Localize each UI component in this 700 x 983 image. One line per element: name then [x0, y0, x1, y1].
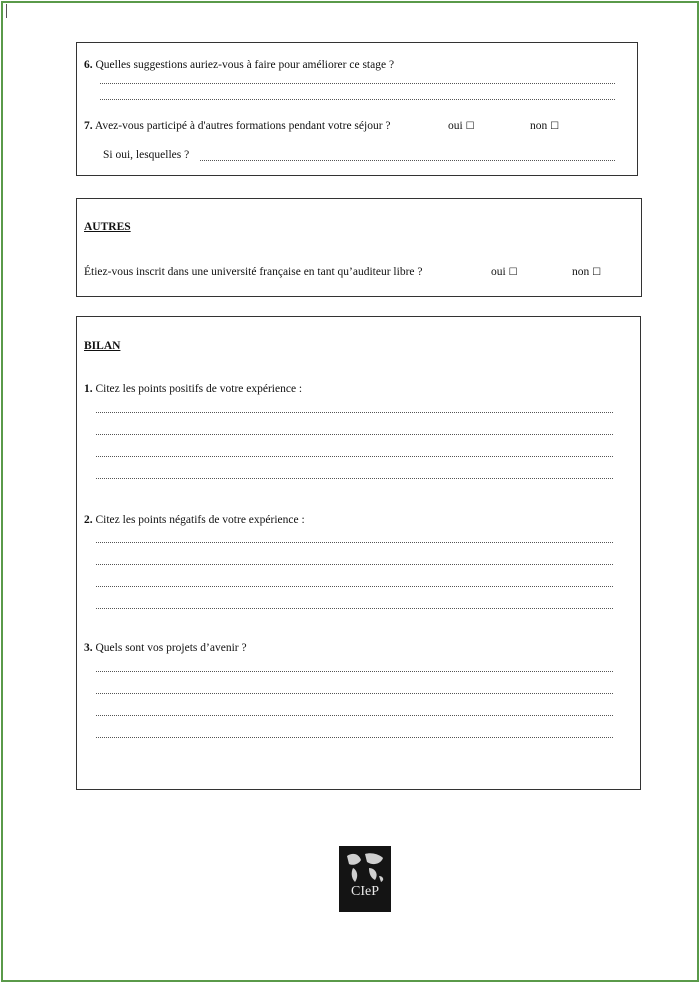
answer-line-b3-2[interactable]: [96, 693, 613, 694]
answer-line-b3-3[interactable]: [96, 715, 613, 716]
bilan-question-2: 2. Citez les points négatifs de votre expérience :: [84, 514, 305, 526]
world-map-icon: [339, 846, 391, 912]
autres-non-option[interactable]: non ☐: [572, 266, 602, 278]
question-6: 6. Quelles suggestions auriez-vous à faire pour améliorer ce stage ?: [84, 59, 395, 71]
autres-oui-checkbox[interactable]: ☐: [508, 267, 518, 278]
bilan-question-3: 3. Quels sont vos projets d’avenir ?: [84, 642, 247, 654]
q7-non-option[interactable]: non ☐: [530, 120, 560, 132]
question-7: 7. Avez-vous participé à d'autres formations pendant votre séjour ?: [84, 120, 391, 132]
autres-oui-option[interactable]: oui ☐: [491, 266, 518, 278]
q7-non-checkbox[interactable]: ☐: [550, 121, 560, 132]
autres-non-checkbox[interactable]: ☐: [592, 267, 602, 278]
q7-oui-checkbox[interactable]: ☐: [465, 121, 475, 132]
answer-line-7[interactable]: [200, 160, 615, 161]
q7-followup-label: Si oui, lesquelles ?: [103, 149, 190, 161]
logo-text: CIeP: [351, 884, 379, 899]
scan-mark: [6, 4, 7, 18]
answer-line-b1-1[interactable]: [96, 412, 613, 413]
answer-line-b1-3[interactable]: [96, 456, 613, 457]
answer-line-b3-4[interactable]: [96, 737, 613, 738]
bilan-heading: BILAN: [84, 340, 121, 352]
answer-line-6-1[interactable]: [100, 83, 615, 84]
answer-line-b1-4[interactable]: [96, 478, 613, 479]
answer-line-b1-2[interactable]: [96, 434, 613, 435]
answer-line-6-2[interactable]: [100, 99, 615, 100]
answer-line-b2-1[interactable]: [96, 542, 613, 543]
autres-box: [76, 198, 642, 297]
answer-line-b2-3[interactable]: [96, 586, 613, 587]
q7-oui-option[interactable]: oui ☐: [448, 120, 475, 132]
autres-question: Étiez-vous inscrit dans une université française en tant qu’auditeur libre ?: [84, 266, 423, 278]
answer-line-b3-1[interactable]: [96, 671, 613, 672]
bilan-question-1: 1. Citez les points positifs de votre expérience :: [84, 383, 303, 395]
answer-line-b2-4[interactable]: [96, 608, 613, 609]
autres-heading: AUTRES: [84, 221, 131, 233]
answer-line-b2-2[interactable]: [96, 564, 613, 565]
ciep-logo: [339, 846, 391, 912]
